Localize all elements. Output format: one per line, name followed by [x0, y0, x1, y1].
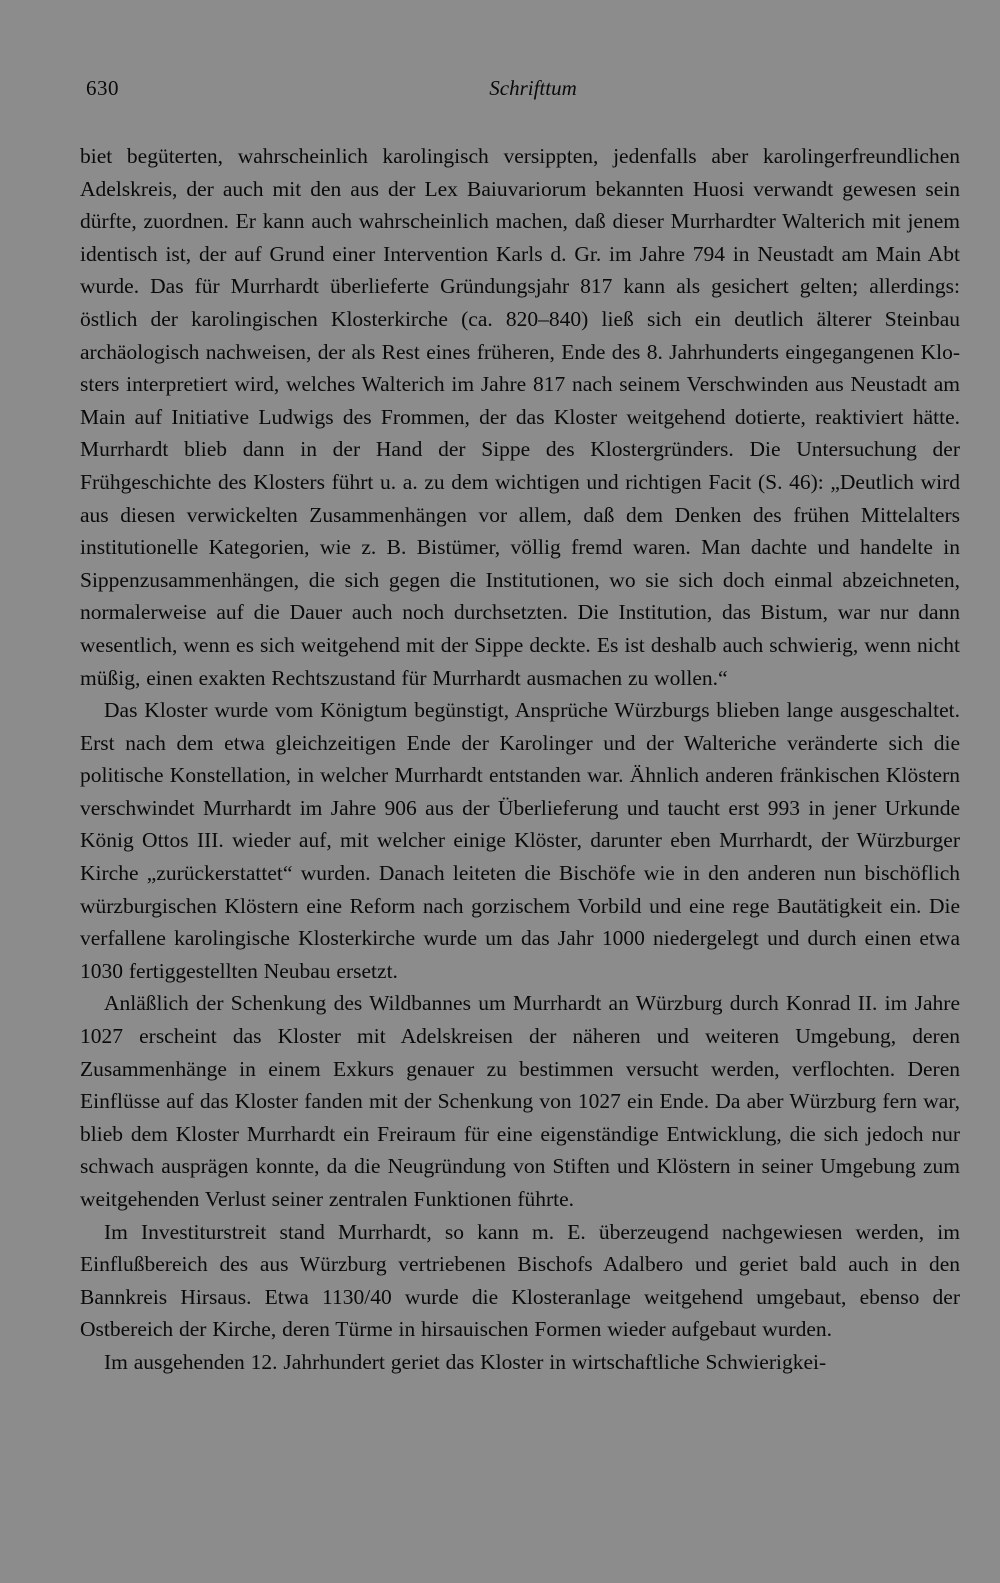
paragraph: Das Kloster wurde vom Königtum begünstigt, Ansprüche Würzburgs blieben lange ausgeschaltet. Erst nach dem etwa gleichzeitigen Ende der Karolinger und der Walteriche veränderte sich die politische Konstellation, in welcher Murrhardt entstanden war. Ähnlich anderen fränkischen Klöstern verschwindet Murrhardt im Jahre 906 aus der Überlieferung und taucht erst 993 in jener Urkunde König Ottos III. wieder auf, mit welcher einige Klöster, darunter eben Murrhardt, der Würzburger Kirche „zurückerstattet“ wurden. Danach leiteten die Bischöfe wie in den anderen nun bischöflich würzburgischen Klöstern eine Reform nach gorzischem Vorbild und eine rege Bautätigkeit ein. Die verfallene karolingische Klosterkirche wurde um das Jahr 1000 niedergelegt und durch einen etwa 1030 fertiggestellten Neubau ersetzt. — [80, 698, 960, 983]
page-number: 630 — [86, 76, 119, 100]
body-text — [80, 140, 960, 1379]
paragraph: Im ausgehenden 12. Jahrhundert geriet das Kloster in wirtschaftliche Schwierigkei- — [104, 1349, 827, 1374]
paragraph: biet begüterten, wahrscheinlich karolingisch versippten, jedenfalls aber karolingerfreundlichen Adelskreis, der auch mit den aus der Lex Baiuvariorum bekannten Huosi verwandt gewesen sein dürfte, zuordnen. Er kann auch wahrscheinlich machen, daß dieser Murrhardter Walterich mit jenem identisch ist, der auf Grund einer Intervention Karls d. Gr. im Jahre 794 in Neustadt am Main Abt wurde. Das für Murrhardt überlieferte Gründungsjahr 817 kann als gesichert gelten; allerdings: östlich der karolingischen Klosterkirche (ca. 820–840) ließ sich ein deutlich älterer Steinbau archäologisch nachweisen, der als Rest eines früheren, Ende des 8. Jahrhunderts eingegangenen Klosters interpretiert wird, welches Walterich im Jahre 817 nach seinem Verschwinden aus Neustadt am Main auf Initiative Ludwigs des Frommen, der das Kloster weitgehend dotierte, reaktiviert hätte. Murrhardt blieb dann in der Hand der Sippe des Klostergründers. Die Untersuchung der Frühgeschichte des Klosters führt u. a. zu dem wichtigen und richtigen Facit (S. 46): „Deutlich wird aus diesen verwickelten Zusammenhängen vor allem, daß dem Denken des frühen Mittelalters institutionelle Kategorien, wie z. B. Bistümer, völlig fremd waren. Man dachte und handelte in Sippenzusammenhängen, die sich gegen die Institutionen, wo sie sich doch einmal abzeichneten, normalerweise auf die Dauer auch noch durchsetzten. Die Institution, das Bistum, war nur dann wesentlich, wenn es sich weitgehend mit der Sippe deckte. Es ist deshalb auch schwierig, wenn nicht müßig, einen exakten Rechtszustand für Murrhardt ausmachen zu wollen.“ — [80, 144, 960, 690]
page-header — [86, 76, 960, 108]
running-head: Schrifttum — [489, 76, 577, 100]
paragraph: Anläßlich der Schenkung des Wildbannes um Murrhardt an Würzburg durch Konrad II. im Jahre 1027 erscheint das Kloster mit Adelskreisen der näheren und weiteren Umgebung, deren Zusammenhänge in einem Exkurs genauer zu bestimmen versucht werden, verflochten. Deren Einflüsse auf das Kloster fanden mit der Schenkung von 1027 ein Ende. Da aber Würzburg fern war, blieb dem Kloster Murrhardt ein Freiraum für eine eigenständige Entwicklung, die sich jedoch nur schwach ausprägen konnte, da die Neugründung von Stiften und Klöstern in seiner Umgebung zum weitgehenden Verlust seiner zentralen Funktionen führte. — [80, 991, 960, 1211]
paragraph: Im Investiturstreit stand Murrhardt, so kann m. E. überzeugend nachgewiesen werden, im Einflußbereich des aus Würzburg vertriebenen Bischofs Adalbero und geriet bald auch in den Bannkreis Hirsaus. Etwa 1130/40 wurde die Klosteranlage weitgehend umgebaut, ebenso der Ostbereich der Kirche, deren Türme in hirsauischen Formen wieder aufgebaut wurden. — [80, 1219, 960, 1342]
